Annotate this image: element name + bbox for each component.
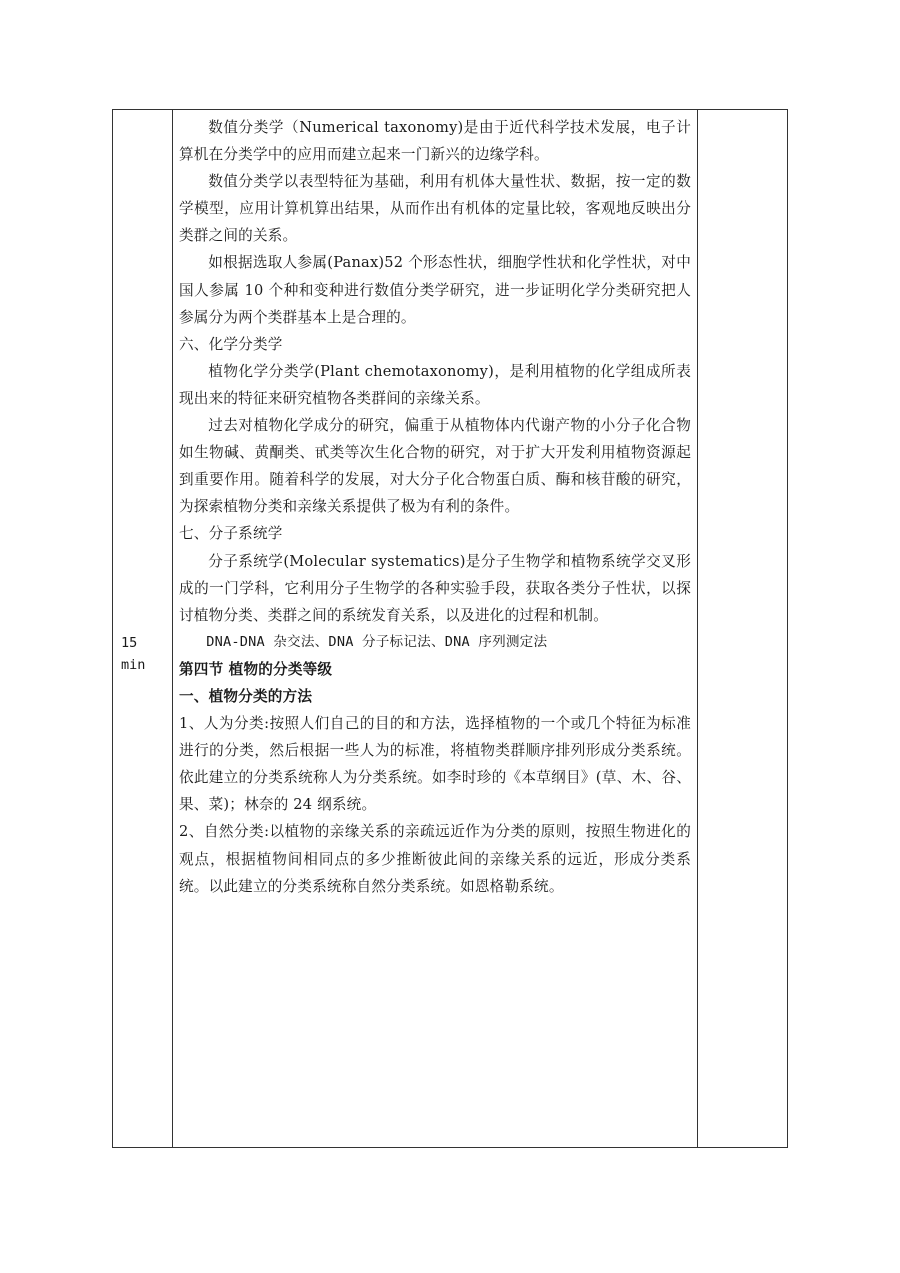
- paragraph-molecular-systematics-definition: 分子系统学(Molecular systematics)是分子生物学和植物系统学交叉形成的一门学科，它利用分子生物学的各种实验手段，获取各类分子性状，以探讨植物分类、类群之间的系统发育关系，以及进化的过程和机制。: [179, 552, 691, 624]
- paragraph-panax-example: 如根据选取人参属(Panax)52 个形态性状，细胞学性状和化学性状，对中国人参属 10 个种和变种进行数值分类学研究，进一步证明化学分类研究把人参属分为两个类群基本上是合理的。: [179, 254, 691, 326]
- time-unit: min: [121, 657, 146, 673]
- section-heading-molecular-systematics: 七、分子系统学: [179, 525, 283, 543]
- column-divider-left: [172, 110, 173, 1147]
- chapter-heading-classification-ranks: 第四节 植物的分类等级: [179, 660, 333, 678]
- section-heading-chemotaxonomy: 六、化学分类学: [179, 335, 283, 353]
- paragraph-numerical-taxonomy-intro: 数值分类学（Numerical taxonomy)是由于近代科学技术发展，电子计算机在分类学中的应用而建立起来一门新兴的边缘学科。: [179, 119, 691, 164]
- section-heading-classification-methods: 一、植物分类的方法: [179, 687, 313, 705]
- paragraph-chemical-research: 过去对植物化学成分的研究，偏重于从植物体内代谢产物的小分子化合物如生物碱、黄酮类、甙类等次生化合物的研究，对于扩大开发利用植物资源起到重要作用。随着科学的发展，对大分子化合物蛋白质、酶和核苷酸的研究，为探索植物分类和亲缘关系提供了极为有利的条件。: [179, 417, 691, 516]
- content-cell: [179, 114, 691, 900]
- paragraph-dna-methods: DNA-DNA 杂交法、DNA 分子标记法、DNA 序列测定法: [206, 633, 548, 650]
- paragraph-artificial-classification: 1、人为分类:按照人们自己的目的和方法，选择植物的一个或几个特征为标准进行的分类，然后根据一些人为的标准，将植物类群顺序排列形成分类系统。依此建立的分类系统称人为分类系统。如李时珍的《本草纲目》(草、木、谷、果、菜)；林奈的 24 纲系统。: [179, 715, 691, 814]
- time-cell: [113, 632, 172, 676]
- paragraph-numerical-taxonomy-basis: 数值分类学以表型特征为基础，利用有机体大量性状、数据，按一定的数学模型，应用计算机算出结果，从而作出有机体的定量比较，客观地反映出分类群之间的关系。: [179, 173, 691, 245]
- lesson-table: [112, 109, 788, 1148]
- time-value: 15: [121, 635, 138, 651]
- paragraph-natural-classification: 2、自然分类:以植物的亲缘关系的亲疏远近作为分类的原则，按照生物进化的观点，根据植物间相同点的多少推断彼此间的亲缘关系的远近，形成分类系统。以此建立的分类系统称自然分类系统。如恩格勒系统。: [179, 823, 691, 895]
- paragraph-chemotaxonomy-definition: 植物化学分类学(Plant chemotaxonomy)，是利用植物的化学组成所表现出来的特征来研究植物各类群间的亲缘关系。: [179, 362, 691, 407]
- column-divider-right: [697, 110, 698, 1147]
